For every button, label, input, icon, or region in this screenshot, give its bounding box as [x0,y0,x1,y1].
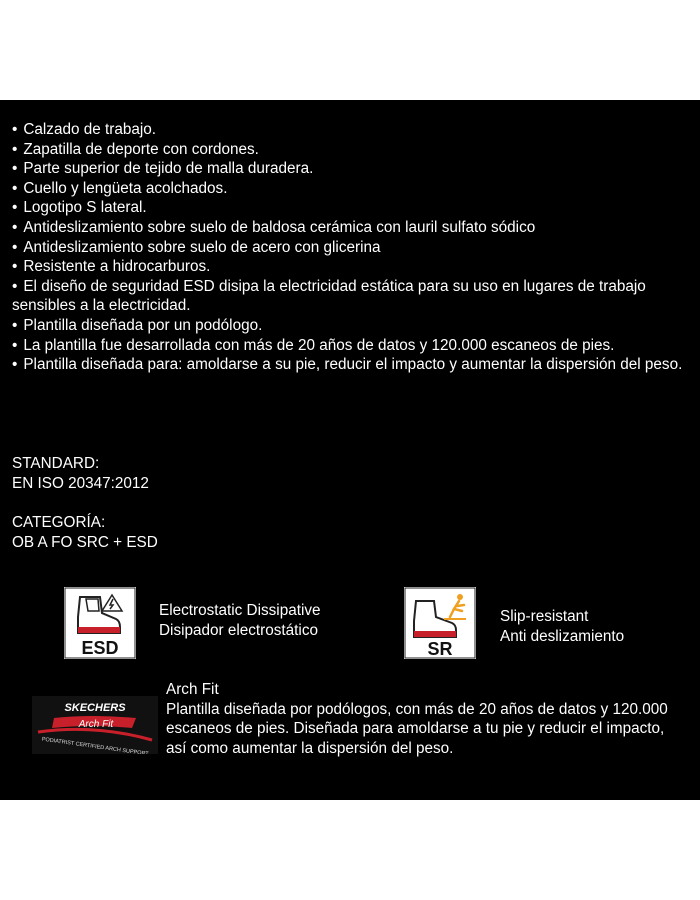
feature-item [12,257,692,277]
bullet: • [12,160,18,178]
standard-value: EN ISO 20347:2012 [12,474,149,492]
feature-text: Resistente a hidrocarburos. [23,258,211,276]
feature-item [12,140,692,160]
archfit-logo [32,696,158,754]
feature-item [12,120,692,140]
feature-text: Calzado de trabajo. [23,121,157,138]
feature-text: Zapatilla de deporte con cordones. [23,140,259,158]
bullet: • [12,179,18,197]
slip-resistant-icon [404,587,476,659]
feature-item [12,179,692,199]
feature-item [12,238,692,258]
feature-text: La plantilla fue desarrollada con más de 20 años de datos y 120.000 escaneos de pies. [23,336,615,354]
feature-text: Plantilla diseñada por un podólogo. [23,316,263,334]
feature-text: Plantilla diseñada para: amoldarse a su pie, reducir el impacto y aumentar la dispersión del peso. [23,356,683,374]
bullet: • [12,356,18,374]
feature-list [12,120,692,375]
bullet: • [12,277,18,295]
archfit-title: Arch Fit [166,681,219,698]
category-value: OB A FO SRC + ESD [12,533,158,551]
esd-icon-label: ESD [81,638,119,658]
feature-text: El diseño de seguridad ESD disipa la electricidad estática para su uso en lugares de trabajo sensibles a la electricidad. [12,277,646,315]
bullet: • [12,238,18,256]
feature-text: Parte superior de tejido de malla duradera. [23,160,314,178]
bullet: • [12,140,18,158]
feature-text: Antideslizamiento sobre suelo de baldosa cerámica con lauril sulfato sódico [23,218,536,236]
feature-text: Cuello y lengüeta acolchados. [23,179,228,197]
archfit-logo-tagline: PODIATRIST CERTIFIED ARCH SUPPORT [41,736,149,754]
bullet: • [12,218,18,236]
feature-item [12,218,692,238]
bullet: • [12,121,18,138]
esd-title-en: Electrostatic Dissipative [159,602,321,619]
feature-item [12,159,692,179]
archfit-logo-brand: SKECHERS [64,702,126,714]
product-info-panel [0,100,700,800]
archfit-description-block [166,680,686,758]
category-block [12,513,158,552]
sr-title-en: Slip-resistant [500,608,589,625]
esd-description [159,601,321,641]
sr-description [500,607,624,647]
feature-item [12,316,692,336]
feature-text: Logotipo S lateral. [23,199,147,217]
standard-label: STANDARD: [12,455,100,472]
feature-item [12,336,692,356]
feature-text: Antideslizamiento sobre suelo de acero con glicerina [23,238,381,256]
esd-title-es: Disipador electrostático [159,622,318,639]
feature-item [12,198,692,218]
archfit-description: Plantilla diseñada por podólogos, con más de 20 años de datos y 120.000 escaneos de pies. Diseñada para amoldarse a tu pie y reducir el impacto, así como aumentar la dispersión del peso. [166,700,668,757]
esd-boot-icon [64,587,136,659]
sr-icon-label: SR [427,639,453,659]
bullet: • [12,199,18,217]
feature-item [12,355,692,375]
archfit-logo-name: Arch Fit [78,719,114,730]
bullet: • [12,336,18,354]
bullet: • [12,316,18,334]
feature-item [12,277,692,316]
category-label: CATEGORÍA: [12,514,106,531]
standard-block [12,454,149,493]
bullet: • [12,258,18,276]
sr-title-es: Anti deslizamiento [500,628,625,645]
